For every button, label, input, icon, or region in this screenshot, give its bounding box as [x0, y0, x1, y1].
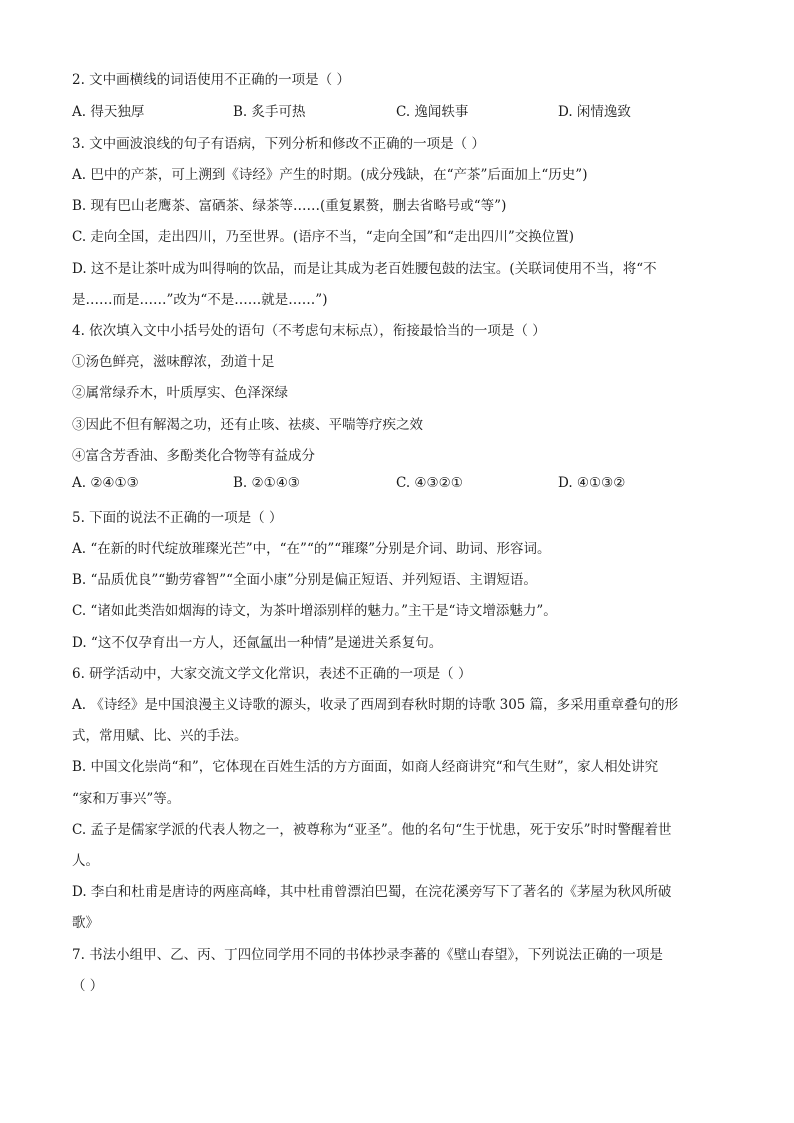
q3-option-a: A. 巴中的产茶，可上溯到《诗经》产生的时期。(成分残缺，在“产茶”后面加上“历史”)	[72, 167, 588, 183]
q6-option-b-line2: “家和万事兴”等。	[72, 791, 181, 807]
q4-item-3: ③因此不但有解渴之功，还有止咳、祛痰、平喘等疗疾之效	[72, 417, 423, 433]
q4-stem: 4. 依次填入文中小括号处的语句（不考虑句末标点），衔接最恰当的一项是（ ）	[72, 323, 546, 339]
q4-option-d: D. ④①③②	[558, 475, 626, 491]
q6-option-d-line2: 歌》	[72, 915, 99, 931]
q6-option-c-line2: 人。	[72, 853, 99, 869]
q4-item-2: ②属常绿乔木，叶质厚实、色泽深绿	[72, 385, 288, 401]
q6-stem: 6. 研学活动中，大家交流文学文化常识，表述不正确的一项是（ ）	[72, 666, 472, 682]
q5-option-c: C. “诸如此类浩如烟海的诗文，为茶叶增添别样的魅力。”主干是“诗文增添魅力”。	[72, 603, 557, 619]
q6-option-b-line1: B. 中国文化崇尚“和”，它体现在百姓生活的方方面面，如商人经商讲究“和气生财”，家人相处讲究	[72, 759, 659, 775]
q2-stem: 2. 文中画横线的词语使用不正确的一项是（ ）	[72, 72, 350, 88]
q6-option-d-line1: D. 李白和杜甫是唐诗的两座高峰，其中杜甫曾漂泊巴蜀，在浣花溪旁写下了著名的《茅屋为秋风所破	[72, 884, 672, 900]
q3-option-c: C. 走向全国，走出四川，乃至世界。(语序不当，“走向全国”和“走出四川”交换位置)	[72, 229, 575, 245]
q2-option-a: A. 得天独厚	[72, 104, 145, 120]
q7-stem-line2: （ ）	[72, 978, 104, 994]
q3-stem: 3. 文中画波浪线的句子有语病，下列分析和修改不正确的一项是（ ）	[72, 136, 485, 152]
q7-stem-line1: 7. 书法小组甲、乙、丙、丁四位同学用不同的书体抄录李蕃的《壁山春望》，下列说法正确的一项是	[72, 947, 663, 963]
q3-option-d-line2: 是……而是……”改为“不是……就是……”)	[72, 292, 328, 308]
q6-option-a-line2: 式，常用赋、比、兴的手法。	[72, 728, 248, 744]
q2-option-d: D. 闲情逸致	[558, 104, 631, 120]
q3-option-b: B. 现有巴山老鹰茶、富硒茶、绿茶等……(重复累赘，删去省略号或“等”)	[72, 198, 507, 214]
q2-option-c: C. 逸闻轶事	[396, 104, 469, 120]
q5-option-d: D. “这不仅孕育出一方人，还氤氲出一种情”是递进关系复句。	[72, 635, 443, 651]
q6-option-a-line1: A. 《诗经》是中国浪漫主义诗歌的源头，收录了西周到春秋时期的诗歌 305 篇，多采用重章叠句的形	[72, 697, 679, 713]
q5-option-b: B. “品质优良”“勤劳睿智”“全面小康”分别是偏正短语、并列短语、主谓短语。	[72, 572, 537, 588]
q4-option-b: B. ②①④③	[233, 475, 300, 491]
q4-item-4: ④富含芳香油、多酚类化合物等有益成分	[72, 448, 315, 464]
q6-option-c-line1: C. 孟子是儒家学派的代表人物之一，被尊称为“亚圣”。他的名句“生于忧患，死于安乐”时时警醒着世	[72, 822, 672, 838]
q4-option-c: C. ④③②①	[396, 475, 463, 491]
q4-item-1: ①汤色鲜亮，滋味醇浓，劲道十足	[72, 354, 275, 370]
q5-option-a: A. “在新的时代绽放璀璨光芒”中，“在”“的”“璀璨”分别是介词、助词、形容词。	[72, 541, 551, 557]
q4-option-a: A. ②④①③	[72, 475, 139, 491]
q2-option-b: B. 炙手可热	[233, 104, 306, 120]
q3-option-d-line1: D. 这不是让茶叶成为叫得响的饮品，而是让其成为老百姓腰包鼓的法宝。(关联词使用不当，将“不	[72, 261, 657, 277]
q5-stem: 5. 下面的说法不正确的一项是（ ）	[72, 510, 283, 526]
